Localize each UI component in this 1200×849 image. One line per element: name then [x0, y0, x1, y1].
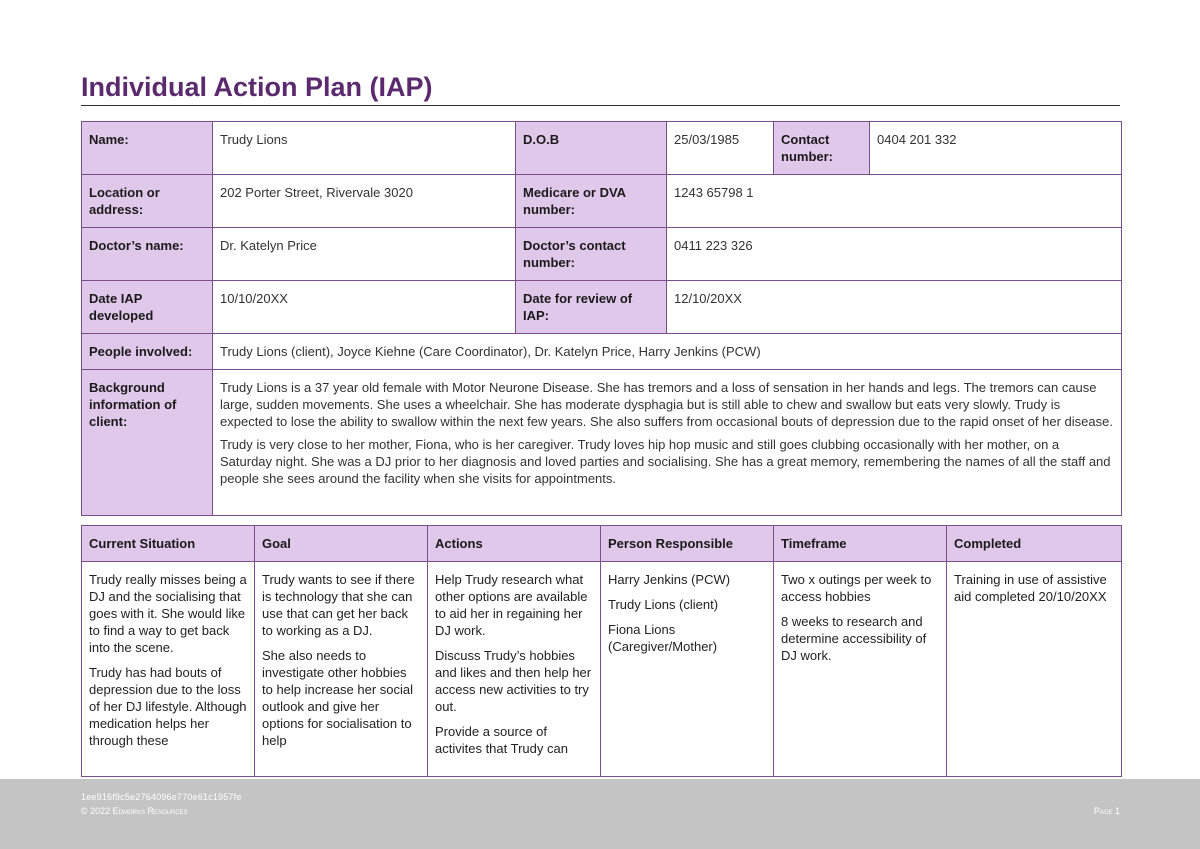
- header-goal: Goal: [255, 526, 428, 562]
- current-situation-cell: [82, 562, 255, 777]
- medicare-label: Medicare or DVA number:: [516, 175, 667, 228]
- header-current-situation: Current Situation: [82, 526, 255, 562]
- person-responsible-cell: [601, 562, 774, 777]
- timeframe-cell: [774, 562, 947, 777]
- completed-cell: [947, 562, 1122, 777]
- timeframe-text: 8 weeks to research and determine accessibility of DJ work.: [781, 614, 927, 663]
- contact-value: 0404 201 332: [870, 122, 1122, 175]
- background-paragraph: Trudy is very close to her mother, Fiona, who is her caregiver. Trudy loves hip hop music and still goes clubbing occasionally with her mother, on a Saturday night. She was a DJ prior to her diagnosis and loved parties and socialising. She has a great memory, remembering the names of all the staff and people she sees around the facility when she visits for appointments.: [220, 437, 1111, 486]
- actions-text: Discuss Trudy’s hobbies and likes and then help her access new activities to try out.: [435, 648, 592, 714]
- actions-text: Provide a source of activites that Trudy can: [435, 724, 568, 756]
- actions-text: Help Trudy research what other options are available to aid her in regaining her DJ work.: [435, 572, 588, 638]
- page-title: Individual Action Plan (IAP): [81, 72, 433, 102]
- copyright-text: © 2022 Edmorks Resources: [81, 806, 188, 816]
- header-person-responsible: Person Responsible: [601, 526, 774, 562]
- date-developed-label: Date IAP developed: [82, 281, 213, 334]
- goal-cell: [255, 562, 428, 777]
- timeframe-text: Two x outings per week to access hobbies: [781, 572, 932, 604]
- completed-text: Training in use of assistive aid completed 20/10/20XX: [954, 572, 1107, 604]
- location-label: Location or address:: [82, 175, 213, 228]
- background-label: Background information of client:: [82, 370, 213, 516]
- doctor-contact-label: Doctor’s contact number:: [516, 228, 667, 281]
- client-info-table: [81, 121, 1122, 516]
- actions-cell: [428, 562, 601, 777]
- person-text: Trudy Lions (client): [608, 597, 719, 612]
- title-divider: [81, 105, 1120, 106]
- review-date-label: Date for review of IAP:: [516, 281, 667, 334]
- page-footer: [0, 779, 1200, 849]
- goal-text: Trudy wants to see if there is technology that she can use that can get her back to working as a DJ.: [262, 572, 415, 638]
- location-value: 202 Porter Street, Rivervale 3020: [213, 175, 516, 228]
- people-value: Trudy Lions (client), Joyce Kiehne (Care Coordinator), Dr. Katelyn Price, Harry Jenkins (PCW): [213, 334, 1122, 370]
- medicare-value: 1243 65798 1: [667, 175, 1122, 228]
- doctor-contact-value: 0411 223 326: [667, 228, 1122, 281]
- goal-text: She also needs to investigate other hobbies to help increase her social outlook and give her options for socialisation to help: [262, 648, 414, 748]
- dob-value: 25/03/1985: [667, 122, 774, 175]
- background-value: [213, 370, 1122, 516]
- header-completed: Completed: [947, 526, 1122, 562]
- action-plan-table: [81, 525, 1122, 777]
- dob-label: D.O.B: [516, 122, 667, 175]
- name-label: Name:: [82, 122, 213, 175]
- doctor-value: Dr. Katelyn Price: [213, 228, 516, 281]
- current-situation-text: Trudy really misses being a DJ and the socialising that goes with it. She would like to find a way to get back into the scene.: [89, 572, 247, 655]
- background-paragraph: Trudy Lions is a 37 year old female with Motor Neurone Disease. She has tremors and a loss of sensation in her hands and legs. The tremors can cause large, sudden movements. She uses a wheelchair. She has moderate dysphagia but is still able to chew and swallow but eats very slowly. Trudy is expected to lose the ability to swallow within the next few years. She also suffers from occasional bouts of depression due to the rapid onset of her disease.: [220, 380, 1113, 429]
- date-developed-value: 10/10/20XX: [213, 281, 516, 334]
- contact-label: Contact number:: [774, 122, 870, 175]
- doctor-label: Doctor’s name:: [82, 228, 213, 281]
- review-date-value: 12/10/20XX: [667, 281, 1122, 334]
- page-number: Page 1: [1093, 806, 1120, 816]
- current-situation-text: Trudy has had bouts of depression due to the loss of her DJ lifestyle. Although medication helps her through these: [89, 665, 247, 748]
- person-text: Harry Jenkins (PCW): [608, 572, 731, 587]
- document-id: 1ee916f9c5e2764096e770e61c1957fe: [81, 792, 242, 802]
- people-label: People involved:: [82, 334, 213, 370]
- name-value: Trudy Lions: [213, 122, 516, 175]
- person-text: Fiona Lions (Caregiver/Mother): [608, 622, 718, 654]
- header-actions: Actions: [428, 526, 601, 562]
- header-timeframe: Timeframe: [774, 526, 947, 562]
